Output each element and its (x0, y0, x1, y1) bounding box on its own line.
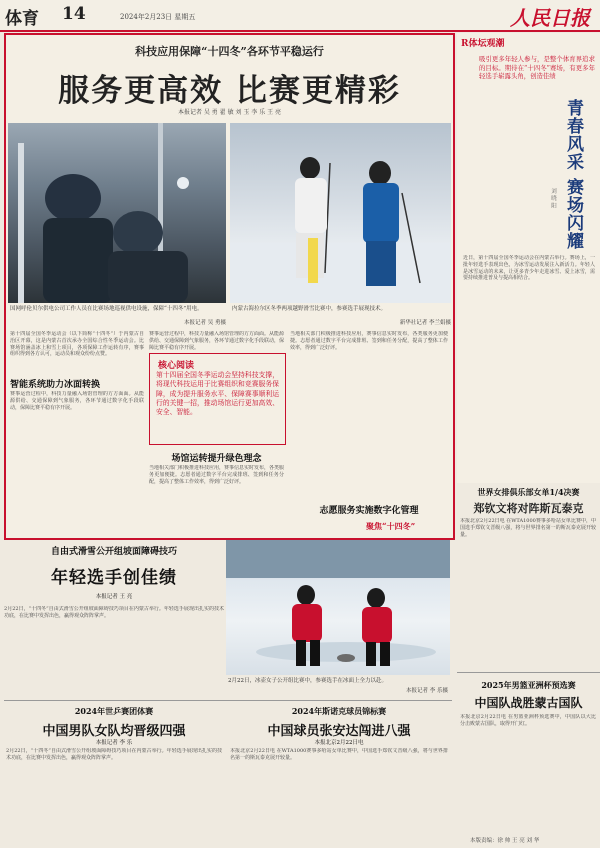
feature-byline: 本报记者 吴 勇 翟 敏 刘 玉 李 乐 王 亮 (177, 109, 282, 116)
photo3-caption: 2月22日，冰壶女子公开组比赛中，参赛选手在冰面上全力以赴。 (228, 678, 387, 684)
divider (457, 672, 600, 673)
feature-article (4, 33, 455, 540)
tabletennis-byline: 本报记者 李 乐 (95, 740, 133, 746)
body-col3: 当地相关部门积极推进科技应用，赛事信息实时发布，各类服务更加便捷。志愿者通过数字平台完成排班、签到和任务分配，提高了整体工作效率，得到广泛好评。 (290, 331, 448, 351)
feature-headline: 服务更高效 比赛更精彩 (58, 73, 401, 109)
tabletennis-headline: 中国男队女队均晋级四强 (42, 724, 186, 739)
feature-kicker: 科技应用保障“十四冬”各环节平稳运行 (135, 45, 324, 58)
subhead-volunteer: 志愿服务实施数字化管理 (319, 506, 419, 516)
core-title: 核心阅读 (158, 361, 195, 371)
focus-tag: 聚焦“十四冬” (366, 521, 416, 531)
column-title: R体坛观潮 (461, 39, 505, 49)
section-name: 体育 (5, 9, 39, 29)
freestyle-headline: 年轻选手创佳绩 (51, 568, 177, 588)
photo2-credit: 新华社记者 李兰娟摄 (399, 320, 451, 326)
subhead-ice: 智能系统助力冰面转换 (10, 380, 101, 390)
photo-skiers (230, 123, 451, 303)
tennis-kicker: 世界女排俱乐部女单1/4决赛 (477, 487, 580, 497)
photo2-caption: 内蒙古海拉尔区冬季两项越野滑雪比赛中，参赛选手展现技术。 (232, 306, 387, 312)
tabletennis-body: 2月22日，“十四冬”自由式滑雪公开组坡面障碍技巧项目在内蒙古举行。年轻选手展现出扎实的技术功底，在比赛中发挥出色，赢得观众阵阵掌声。 (6, 748, 222, 761)
body-col1: 第十四届全国冬季运动会（以下简称“十四冬”）于内蒙古自治区开幕，这是内蒙古首次承办全国综合性冬季运动会。比赛场馆涵盖冰上和雪上项目，各项保障工作运转有序，赛事组织得到各方认可，运动员和观众纷纷点赞。 (10, 331, 144, 358)
issue-date: 2024年2月23日 星期五 (120, 13, 196, 21)
body-col2-top: 赛事运营过程中，科技力量融入场馆管理的方方面面。从能源供给、交通保障到气象服务，各环节通过数字化手段联动，保障比赛平稳有序开展。 (149, 331, 284, 351)
body-col1b: 赛事运营过程中，科技力量融入场馆管理的方方面面。从能源供给、交通保障到气象服务，各环节通过数字化手段联动，保障比赛平稳有序开展。 (10, 391, 144, 411)
core-text: 第十四届全国冬季运动会坚持科技支撑，将现代科技运用于比赛组织和竞赛服务保障，成为提升服务水平、保障赛事顺利运行的关键一招，推动场馆运行更加高效、安全、智能。 (156, 371, 279, 417)
newspaper-logo: 人民日报 (510, 6, 590, 30)
snooker-kicker: 2024年斯诺克球员锦标赛 (291, 706, 387, 716)
photo-workers-snow (8, 123, 226, 303)
snooker-headline: 中国球员张安达闯进八强 (267, 724, 411, 739)
page-number: 14 (62, 4, 86, 24)
editor-credit: 本版责编：徐 帅 王 亮 刘 华 (470, 838, 540, 844)
tabletennis-kicker: 2024年世乒赛团体赛 (74, 706, 154, 716)
snooker-byline: 本报北京2月22日电 (314, 740, 364, 746)
divider (4, 700, 452, 701)
freestyle-body: 2月22日，“十四冬”自由式滑雪公开组坡面障碍技巧项目在内蒙古举行。年轻选手展现出扎实的技术功底，在比赛中发挥出色，赢得观众阵阵掌声。 (4, 606, 224, 619)
column-body: 近日，第十四届全国冬季运动会在内蒙古举行。赛场上，一批年轻选手表现出色，为冰雪运动发展注入新活力。年轻人是冰雪运动的未来，让更多青少年走进冰雪、爱上冰雪，需要持续推进普及与提高相结合。 (463, 255, 595, 282)
freestyle-byline: 本报记者 王 亮 (95, 594, 133, 600)
tennis-body: 本报北京2月22日电 在WTA1000赛事多哈站女单比赛中，中国选手郑钦文晋级八强，将与世界排名第一的斯瓦泰克展开较量。 (460, 518, 596, 538)
core-reading-box (149, 353, 286, 445)
subhead-green: 场馆运转提升绿色理念 (171, 454, 262, 464)
freestyle-article (4, 540, 224, 726)
basketball-kicker: 2025年男篮亚洲杯预选赛 (481, 680, 576, 690)
column-headline: 青春风采 赛场闪耀 (563, 99, 583, 250)
tennis-headline: 郑钦文将对阵斯瓦泰克 (473, 502, 584, 515)
body-col2: 当地相关部门积极推进科技应用，赛事信息实时发布，各类服务更加便捷。志愿者通过数字平台完成排班、签到和任务分配，提高了整体工作效率，得到广泛好评。 (149, 465, 284, 485)
column-intro: 吸引更多年轻人参与，是整个体育界追求的目标。期待在“十四冬”赛场，有更多年轻选手崭露头角，创造佳绩 (479, 55, 595, 81)
photo1-credit: 本报记者 吴 勇摄 (184, 320, 226, 326)
freestyle-kicker: 自由式滑雪公开组坡面障碍技巧 (50, 547, 177, 557)
photo3-credit: 本报记者 李 乐摄 (406, 688, 448, 694)
basketball-headline: 中国队战胜蒙古国队 (474, 696, 583, 710)
basketball-body: 本报北京2月22日电 在男篮亚洲杯预选赛中，中国队以大比分击败蒙古国队，取得开门红。 (460, 714, 596, 727)
snooker-body: 本报北京2月22日电 在WTA1000赛事多哈站女单比赛中，中国选手郑钦文晋级八强，将与世界排名第一的斯瓦泰克展开较量。 (230, 748, 448, 761)
photo-curling (226, 540, 450, 675)
photo1-caption: 国网呼伦贝尔供电公司工作人员在比赛场地巡视供电设施，保障“十四冬”用电。 (10, 306, 203, 312)
column-author: 刘 晓 阳 (550, 188, 556, 208)
commentary-column (457, 33, 600, 483)
